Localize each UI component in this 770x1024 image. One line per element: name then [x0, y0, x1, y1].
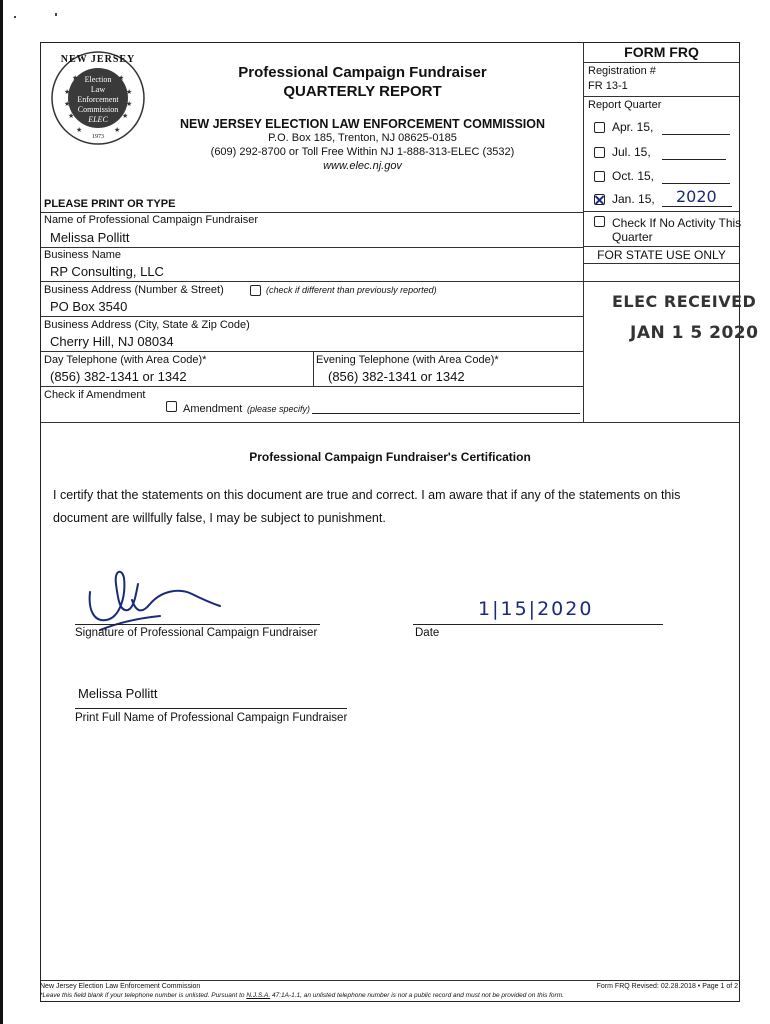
rule [584, 211, 739, 212]
svg-text:★: ★ [64, 101, 71, 108]
scan-speck [55, 13, 57, 16]
rule [41, 422, 739, 423]
svg-text:★: ★ [126, 89, 133, 96]
signature-label: Signature of Professional Campaign Fundraiser [75, 627, 318, 639]
date-label: Date [415, 627, 440, 639]
quarter-jan-checkbox[interactable] [594, 194, 605, 205]
no-activity-label-2: Quarter [612, 230, 653, 244]
certification-statement-2: document are willfully false, I may be subject to punishment. [53, 511, 386, 525]
svg-text:★: ★ [68, 113, 75, 120]
seal-monogram: ELEC [88, 115, 108, 124]
quarter-apr-year-line [662, 134, 730, 135]
scan-speck [14, 16, 16, 18]
commission-website: www.elec.nj.gov [323, 160, 402, 172]
amendment-specify-note: (please specify) [247, 404, 311, 414]
seal-line: Commission [77, 105, 119, 114]
footer-note-prefix: *Leave this field blank if your telephone number is unlisted. Pursuant to [40, 992, 247, 999]
day-phone-label: Day Telephone (with Area Code)* [44, 354, 207, 366]
date-line [413, 624, 663, 625]
seal-year: 1973 [92, 134, 104, 140]
commission-address: P.O. Box 185, Trenton, NJ 08625-0185 [268, 132, 457, 144]
amendment-specify-line [312, 413, 580, 414]
svg-text:★: ★ [64, 89, 71, 96]
report-quarter-label: Report Quarter [588, 99, 662, 111]
certification-statement: I certify that the statements on this document are true and correct. I am aware that if any of the statements on this [53, 488, 681, 502]
form-subtitle: QUARTERLY REPORT [283, 83, 442, 100]
street-address-label: Business Address (Number & Street) [44, 284, 224, 296]
print-name-label: Print Full Name of Professional Campaign Fundraiser [75, 712, 348, 724]
quarter-oct-checkbox[interactable] [594, 171, 605, 182]
seal-line: Election [84, 75, 112, 84]
quarter-oct-year-line [662, 183, 730, 184]
city-address-value: Cherry Hill, NJ 08034 [50, 334, 174, 349]
seal-line: Law [90, 85, 106, 94]
rule [41, 281, 739, 282]
quarter-oct-label: Oct. 15, [612, 169, 655, 183]
rule [584, 62, 739, 63]
quarter-jul-year-line [662, 159, 726, 160]
svg-text:★: ★ [72, 75, 79, 82]
street-address-value: PO Box 3540 [50, 299, 128, 314]
rule [584, 263, 739, 264]
quarter-jan-label: Jan. 15, [612, 192, 655, 206]
no-activity-checkbox[interactable] [594, 216, 605, 227]
svg-text:★: ★ [114, 127, 121, 134]
amendment-label: Check if Amendment [44, 389, 146, 401]
rule [41, 316, 583, 317]
quarter-apr-checkbox[interactable] [594, 122, 605, 133]
rule [584, 246, 739, 247]
rule [41, 386, 583, 387]
rule [41, 247, 583, 248]
elec-seal-icon [50, 50, 146, 146]
day-phone-value: (856) 382-1341 or 1342 [50, 369, 187, 384]
seal-top-text: NEW JERSEY [60, 54, 136, 65]
footer-note-suffix: 47:1A-1.1, an unlisted telephone number is not a public record and must not be provided on this form. [270, 992, 564, 999]
print-name-line [75, 708, 347, 709]
phone-divider [313, 351, 314, 386]
svg-text:★: ★ [126, 101, 133, 108]
fundraiser-name-label: Name of Professional Campaign Fundraiser [44, 214, 258, 226]
fundraiser-name-value: Melissa Pollitt [50, 230, 130, 245]
received-stamp-date: JAN 1 5 2020 [630, 323, 759, 343]
amendment-checkbox[interactable] [166, 401, 177, 412]
rule [584, 96, 739, 97]
print-name-value: Melissa Pollitt [78, 686, 158, 701]
footer-revision: Form FRQ Revised: 02.28.2018 • Page 1 of 2 [596, 983, 738, 990]
business-name-label: Business Name [44, 249, 122, 261]
svg-text:★: ★ [118, 75, 125, 82]
date-value: 1|15|2020 [478, 598, 594, 620]
quarter-jul-checkbox[interactable] [594, 147, 605, 158]
rule [41, 212, 583, 213]
signature-line [75, 624, 320, 625]
footer-note [40, 992, 740, 999]
quarter-apr-label: Apr. 15, [612, 120, 654, 134]
svg-text:★: ★ [122, 113, 129, 120]
rule [41, 980, 739, 981]
footer-commission: New Jersey Election Law Enforcement Commission [40, 983, 201, 990]
print-notice: PLEASE PRINT OR TYPE [44, 198, 176, 210]
business-name-value: RP Consulting, LLC [50, 264, 164, 279]
footer-note-statute: N.J.S.A. [246, 992, 271, 999]
city-address-label: Business Address (City, State & Zip Code) [44, 319, 250, 331]
certification-title: Professional Campaign Fundraiser's Certification [249, 450, 531, 464]
svg-text:★: ★ [76, 127, 83, 134]
commission-phone: (609) 292-8700 or Toll Free Within NJ 1-888-313-ELEC (3532) [210, 146, 515, 158]
commission-name: NEW JERSEY ELECTION LAW ENFORCEMENT COMMISSION [179, 117, 546, 131]
registration-value: FR 13-1 [588, 80, 628, 92]
quarter-jan-year: 2020 [676, 187, 717, 206]
evening-phone-value: (856) 382-1341 or 1342 [328, 369, 465, 384]
seal-line: Enforcement [77, 95, 119, 104]
no-activity-label: Check If No Activity This [612, 216, 742, 230]
amendment-option-label: Amendment [183, 403, 243, 415]
form-id: FORM FRQ [624, 44, 699, 60]
form-title: Professional Campaign Fundraiser [238, 64, 487, 81]
state-use-label: FOR STATE USE ONLY [597, 248, 726, 262]
address-changed-note: (check if different than previously reported) [266, 285, 437, 295]
scan-edge [0, 0, 3, 1024]
registration-label: Registration # [588, 65, 656, 77]
received-stamp: ELEC RECEIVED [612, 292, 757, 311]
quarter-jul-label: Jul. 15, [612, 145, 651, 159]
side-column-divider [583, 43, 584, 422]
evening-phone-label: Evening Telephone (with Area Code)* [316, 354, 499, 366]
rule [41, 351, 583, 352]
quarter-jan-year-line [662, 206, 732, 207]
address-changed-checkbox[interactable] [250, 285, 261, 296]
